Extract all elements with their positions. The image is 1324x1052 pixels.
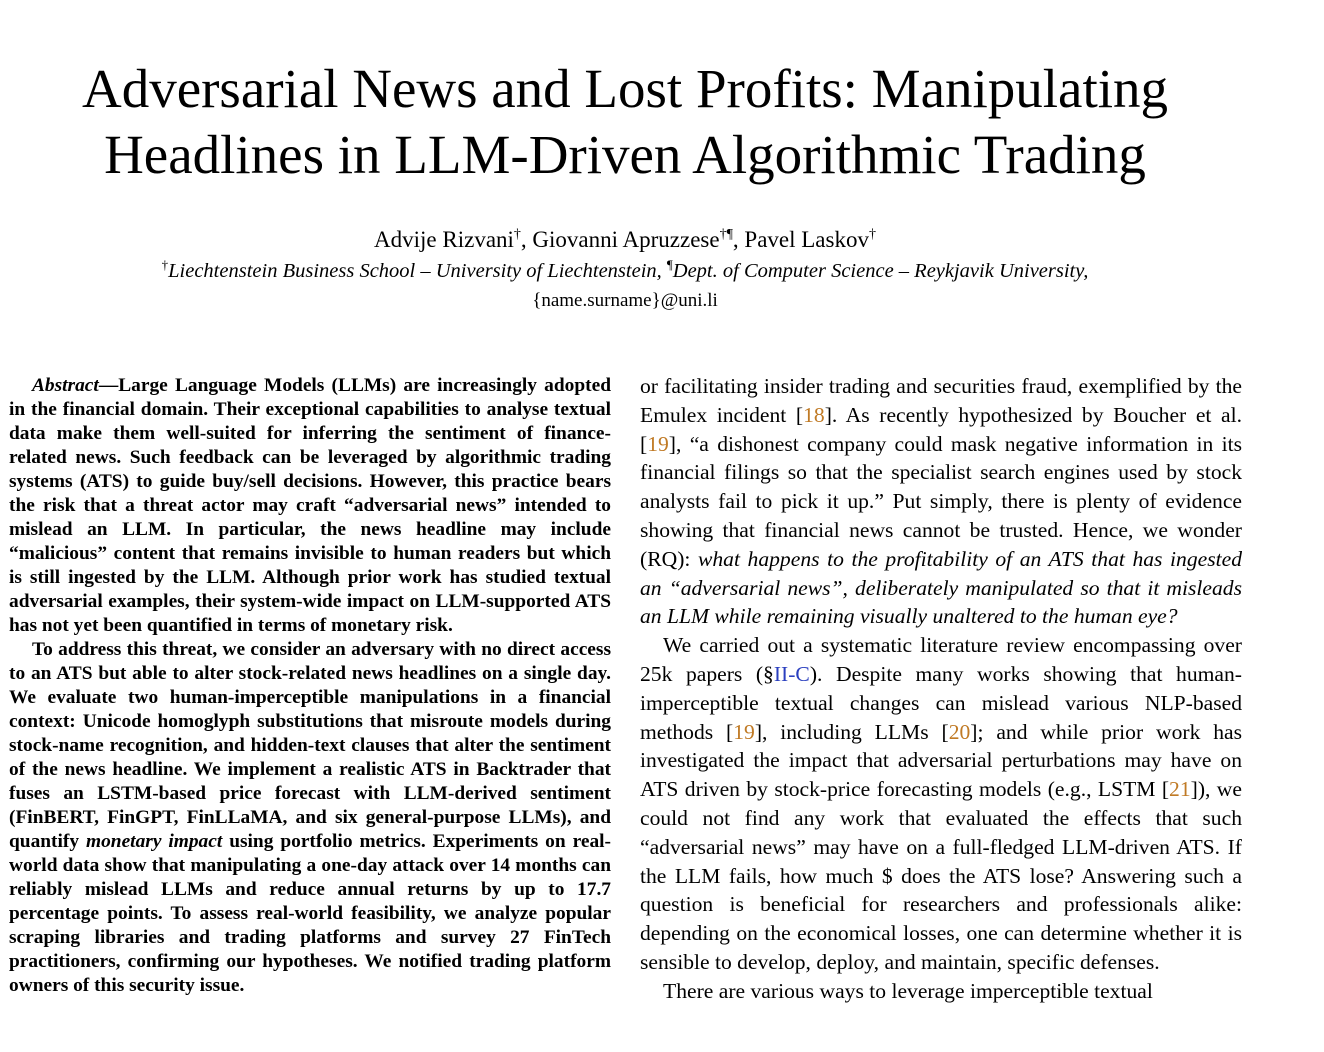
abstract-paragraph xyxy=(9,638,611,998)
affiliation-mark: ¶ xyxy=(666,257,673,272)
author-email: {name.surname}@uni.li xyxy=(532,290,718,311)
title-line-1: Adversarial News and Lost Profits: Manipulating xyxy=(81,58,1169,119)
author-mark: †¶ xyxy=(719,227,733,242)
author-separator: , xyxy=(732,227,745,252)
body-text: There are various ways to leverage imperceptible textual xyxy=(663,978,1153,1003)
citation-link[interactable]: 20 xyxy=(948,719,971,744)
abstract-emphasis: monetary impact xyxy=(86,831,223,852)
section-link[interactable]: II-C xyxy=(773,661,810,686)
introduction-body xyxy=(640,372,1242,1052)
body-text: ]; and while prior work has investigated the impact that adversarial perturbations may have on ATS driven by stock-price forecasting models (e.g., LSTM [ xyxy=(640,719,1242,802)
paper-title xyxy=(0,56,1250,188)
abstract-paragraph xyxy=(9,374,611,638)
author-mark: † xyxy=(868,227,876,242)
author-list xyxy=(0,225,1250,255)
author-name: Pavel Laskov xyxy=(744,227,869,252)
body-text: ). Despite many works showing that human-imperceptible textual changes can mislead various NLP-based methods [ xyxy=(640,661,1242,744)
affiliation-1: Liechtenstein Business School – University of Liechtenstein, xyxy=(168,260,667,282)
author-name: Advije Rizvani xyxy=(374,227,514,252)
author-separator: , xyxy=(520,227,533,252)
title-line-2: Headlines in LLM-Driven Algorithmic Trading xyxy=(104,124,1146,185)
affiliation-mark: † xyxy=(161,257,169,272)
body-text: ], including LLMs [ xyxy=(754,719,949,744)
body-text: or facilitating insider trading and securities fraud, exemplified by the Emulex incident [ xyxy=(640,374,1242,427)
abstract-text: —Large Language Models (LLMs) are increasingly adopted in the financial domain. Their exceptional capabilities to analyse textual data make them well-suited for inferring the sentiment of finance-related news. Such feedback can be leveraged by algorithmic trading systems (ATS) to guide buy/sell decisions. However, this practice bears the risk that a threat actor may craft “adversarial news” intended to mislead an LLM. In particular, the news headline may include “malicious” content that remains invisible to human readers but which is still ingested by the LLM. Although prior work has studied textual adversarial examples, their system-wide impact on LLM-supported ATS has not yet been quantified in terms of monetary risk. xyxy=(9,375,611,636)
abstract xyxy=(9,374,611,998)
citation-link[interactable]: 19 xyxy=(647,431,669,456)
citation-link[interactable]: 21 xyxy=(1169,777,1191,802)
research-question: what happens to the profitability of an ATS that has ingested an “adversarial news”, deliberately manipulated so that it misleads an LLM while remaining visually unaltered to the human eye? xyxy=(640,546,1242,629)
abstract-text: using portfolio metrics. Experiments on real-world data show that manipulating a one-day attack over 14 months can reliably mislead LLMs and reduce annual returns by up to 17.7 percentage points. To assess real-world feasibility, we analyze popular scraping libraries and trading platforms and survey 27 FinTech practitioners, confirming our hypotheses. We notified trading platform owners of this security issue. xyxy=(9,831,611,996)
citation-link[interactable]: 19 xyxy=(733,719,755,744)
body-text: ]. As recently hypothesized by Boucher et al. [ xyxy=(640,402,1242,456)
affiliations xyxy=(0,258,1250,284)
affiliation-2: Dept. of Computer Science – Reykjavik University, xyxy=(672,260,1089,282)
citation-link[interactable]: 18 xyxy=(803,402,825,427)
body-text: ], “a dishonest company could mask negative information in its financial filings so that the specialist search engines used by stock analysts fail to pick it up.” Put simply, there is plenty of evidence showing that financial news cannot be trusted. Hence, we wonder (RQ): xyxy=(640,431,1242,571)
abstract-label: Abstract xyxy=(32,375,99,396)
body-text: We carried out a systematic literature review encompassing over 25k papers (§ xyxy=(640,633,1242,686)
abstract-text: To address this threat, we consider an adversary with no direct access to an ATS but able to alter stock-related news headlines on a single day. We evaluate two human-imperceptible manipulations in a financial context: Unicode homoglyph substitutions that misroute models during stock-name recognition, and hidden-text clauses that alter the sentiment of the news headline. We implement a realistic ATS in Backtrader that fuses an LSTM-based price forecast with LLM-derived sentiment (FinBERT, FinGPT, FinLLaMA, and six general-purpose LLMs), and quantify xyxy=(9,639,611,852)
author-mark: † xyxy=(513,227,521,242)
body-text: ]), we could not find any work that evaluated the effects that such “adversarial news” may have on a full-fledged LLM-driven ATS. If the LLM fails, how much $ does the ATS lose? Answering such a question is beneficial for researchers and professionals alike: depending on the economical losses, one can determine whether it is sensible to develop, deploy, and maintain, specific defenses. xyxy=(640,777,1242,974)
body-paragraph xyxy=(640,631,1242,977)
body-paragraph xyxy=(640,977,1242,1006)
body-paragraph xyxy=(640,372,1242,631)
author-name: Giovanni Apruzzese xyxy=(532,227,720,252)
